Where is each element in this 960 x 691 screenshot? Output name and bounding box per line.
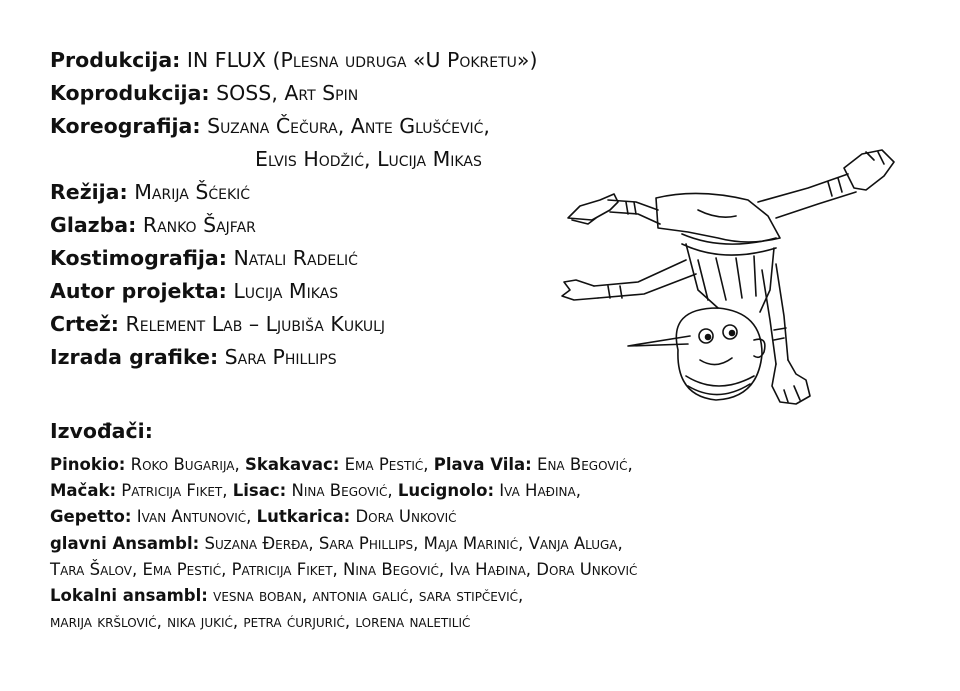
credit-value: Suzana Čečura, Ante Glušćević, (200, 114, 490, 138)
performer-name: Ivan Antunović, (131, 507, 257, 527)
performers-row (50, 478, 930, 504)
performers-row (50, 557, 930, 583)
credit-value: IN FLUX (Plesna udruga «U Pokretu») (180, 48, 538, 72)
role-label: Lucignolo: (397, 481, 495, 501)
role-label: Pinokio: (50, 455, 126, 474)
credit-value: Relement Lab – Ljubiša Kukulj (119, 312, 386, 336)
role-label: Gepetto: (50, 507, 132, 527)
performers-block (50, 418, 930, 635)
role-label: Plava Vila: (433, 455, 532, 474)
credit-label: Autor projekta: (50, 279, 227, 303)
credits-block (50, 44, 550, 374)
credit-koreografija-cont (50, 143, 550, 176)
credit-autor (50, 275, 550, 308)
role-label: Mačak: (50, 481, 117, 501)
performers-row (50, 609, 930, 635)
credit-koreografija (50, 110, 550, 143)
credit-value: Lucija Mikas (226, 279, 339, 303)
credit-label: Produkcija: (50, 48, 181, 72)
credit-label: Kostimografija: (50, 246, 227, 270)
credit-produkcija (50, 44, 550, 77)
performers-row (50, 583, 930, 609)
performer-name: Ena Begović, (531, 455, 633, 474)
role-label: Lokalni ansambl: (50, 586, 208, 606)
performer-name: Dora Unković (350, 507, 457, 527)
credit-grafika (50, 341, 550, 374)
performers-title: Izvođači: (50, 419, 153, 443)
performer-name: Nina Begović, (286, 481, 398, 501)
credit-label: Crtež: (50, 312, 119, 336)
credit-label: Koprodukcija: (50, 81, 210, 105)
performers-row (50, 504, 930, 530)
performer-name: Patricija Fiket, (116, 481, 233, 501)
performers-row (50, 452, 930, 478)
credit-value: Ranko Šajfar (136, 213, 256, 237)
performer-name: Suzana Đerđa, Sara Phillips, Maja Marinić, Vanja Aluga, (199, 533, 623, 553)
performer-name: vesna boban, antonia galić, sara stipčević, (207, 586, 524, 606)
credit-value: Elvis Hodžić, Lucija Mikas (255, 147, 482, 171)
credit-label: Izrada grafike: (50, 345, 219, 369)
performer-name: marija kršlović, nika jukić, petra ćurjurić, lorena naletilić (50, 612, 471, 632)
credit-value: Marija Šćekić (127, 180, 251, 204)
role-label: Lutkarica: (256, 507, 351, 527)
role-label: Lisac: (232, 481, 287, 501)
role-label: Skakavac: (244, 455, 340, 474)
credit-rezija (50, 176, 550, 209)
credit-kostimografija (50, 242, 550, 275)
credit-crtez (50, 308, 550, 341)
credit-value: SOSS, Art Spin (209, 81, 359, 105)
credit-glazba (50, 209, 550, 242)
credit-label: Glazba: (50, 213, 137, 237)
credit-value: Natali Radelić (226, 246, 358, 270)
performers-row (50, 531, 930, 557)
credit-label: Koreografija: (50, 114, 201, 138)
performer-name: Ema Pestić, (339, 455, 434, 474)
credit-value: Sara Phillips (218, 345, 337, 369)
pinocchio-handstand-drawing (548, 140, 928, 420)
credit-koprodukcija (50, 77, 550, 110)
role-label: glavni Ansambl: (50, 533, 200, 553)
credit-label: Režija: (50, 180, 128, 204)
performer-name: Tara Šalov, Ema Pestić, Patricija Fiket, Nina Begović, Iva Hađina, Dora Unković (50, 559, 638, 579)
performer-name: Iva Hađina, (494, 481, 581, 501)
performer-name: Roko Bugarija, (125, 455, 245, 474)
